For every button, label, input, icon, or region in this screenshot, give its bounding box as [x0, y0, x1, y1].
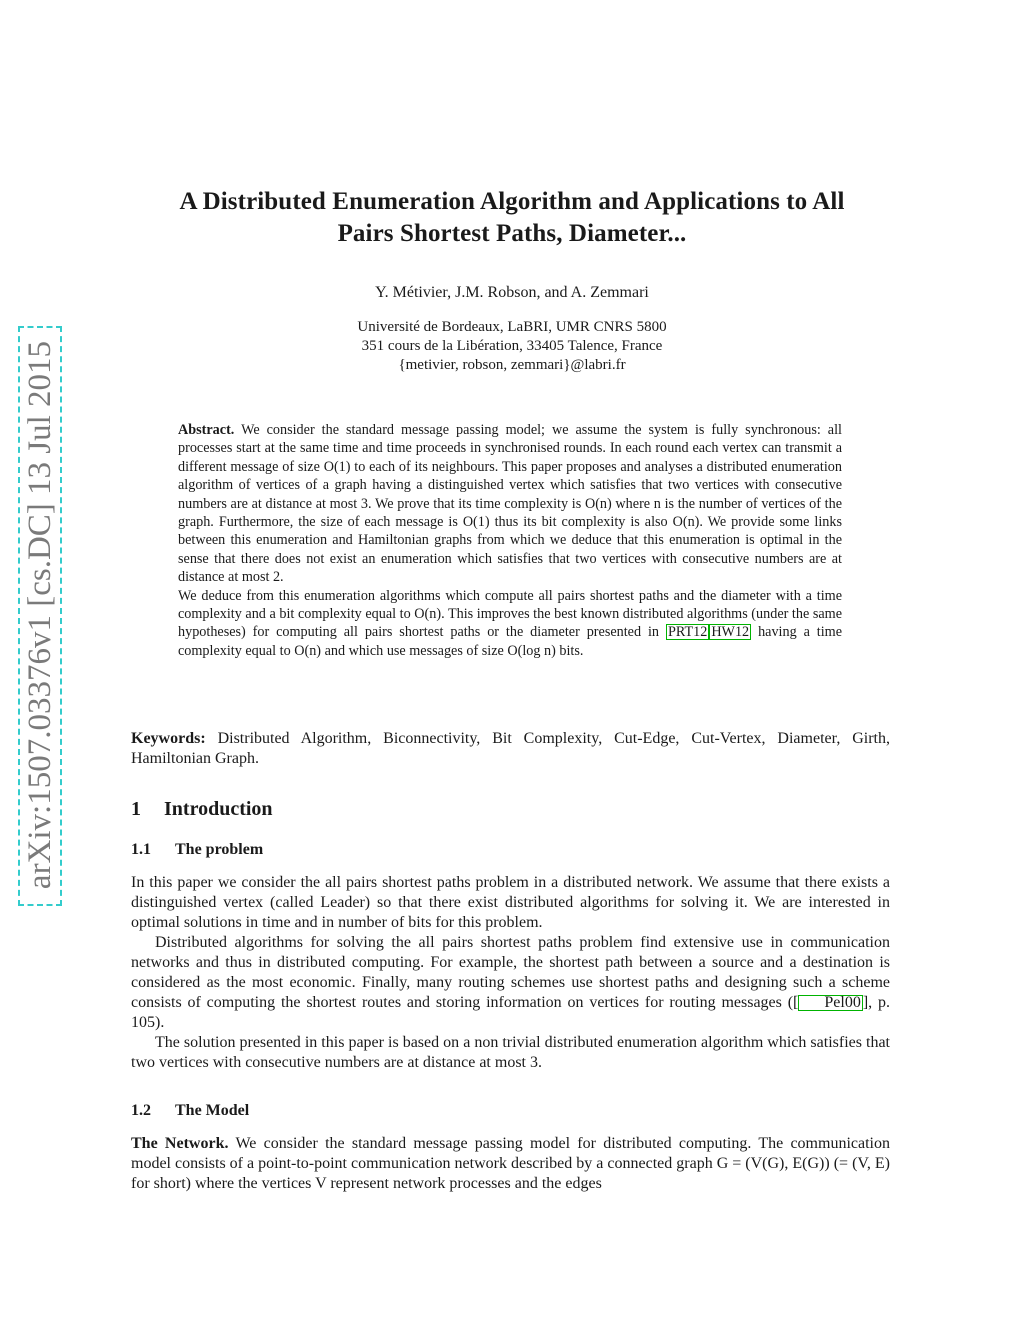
- intro-paragraph-3: The solution presented in this paper is based on a non trivial distributed enumeration algorithm which satisfies that two vertices with consecutive numbers are at distance at most 3.: [131, 1034, 890, 1071]
- paper-title: [0, 186, 1024, 250]
- subsection-title: The problem: [175, 841, 264, 858]
- authors: Y. Métivier, J.M. Robson, and A. Zemmari: [375, 284, 649, 301]
- title-line-2: Pairs Shortest Paths, Diameter...: [337, 220, 687, 247]
- affiliation-line-1: Université de Bordeaux, LaBRI, UMR CNRS 5800: [357, 319, 667, 335]
- abstract-label: Abstract.: [178, 422, 235, 438]
- section-title: Introduction: [164, 798, 273, 820]
- model-body: [131, 1134, 890, 1194]
- subsection-heading-problem: [131, 841, 263, 859]
- affiliation-email: {metivier, robson, zemmari}@labri.fr: [398, 357, 626, 373]
- abstract-paragraph-2: [178, 587, 842, 661]
- abstract-paragraph-1: [178, 421, 842, 587]
- arxiv-identifier[interactable]: arXiv:1507.03376v1 [cs.DC] 13 Jul 2015: [22, 340, 58, 890]
- keywords-text: Distributed Algorithm, Biconnectivity, Bit Complexity, Cut-Edge, Cut-Vertex, Diameter, Girth, Hamiltonian Graph.: [131, 730, 890, 767]
- citation-link-hw12[interactable]: HW12: [711, 624, 750, 641]
- network-label: The Network.: [131, 1135, 229, 1152]
- section-number: 1: [131, 798, 141, 820]
- abstract-text-2a: We deduce from this enumeration algorithms which compute all pairs shortest paths and the diameter with a time complexity and a bit complexity equal to O(n). This improves the best known distributed algorithms (under the same hypotheses) for computing all pairs shortest paths or the diameter presented in: [178, 587, 842, 641]
- keywords: [131, 729, 890, 769]
- keywords-label: Keywords:: [131, 730, 206, 747]
- citation-link-prt12[interactable]: PRT12: [667, 624, 708, 641]
- abstract: [178, 421, 842, 660]
- introduction-body: [131, 873, 890, 1073]
- subsection-title: The Model: [175, 1102, 250, 1119]
- intro-paragraph-2: [131, 933, 890, 1033]
- intro-text-2a: Distributed algorithms for solving the all pairs shortest paths problem find extensive use in communication networks and thus in distributed computing. For example, the shortest path between a source and a destination is considered as the most economic. Finally, many routing schemes use shortest paths and designing such a scheme consists of computing the shortest routes and storing information on vertices for routing messages ([: [131, 934, 890, 1011]
- subsection-heading-model: [131, 1102, 249, 1120]
- citation-link-pel00[interactable]: Pel00: [798, 995, 862, 1011]
- abstract-text-1: We consider the standard message passing model; we assume the system is fully synchronous: all processes start at the same time and time proceeds in synchronised rounds. In each round each vertex can transmit a different message of size O(1) to each of its neighbours. This paper proposes and analyses a distributed enumeration algorithm of vertices of a graph having a distinguished vertex which satisfies that two vertices with consecutive numbers are at distance at most 3. We prove that its time complexity is O(n) where n is the number of vertices of the graph. Furthermore, the size of each message is O(1) thus its bit complexity is also O(n). We provide some links between this enumeration and Hamiltonian graphs from which we deduce that this enumeration is optimal in the sense that there does not exist an enumeration which satisfies that two vertices with consecutive numbers are at distance at most 2.: [178, 422, 842, 586]
- network-text: We consider the standard message passing model for distributed computing. The communication model consists of a point-to-point communication network described by a connected graph G = (V(G), E(G)) (= (V, E) for short) where the vertices V represent network processes and the edges: [131, 1135, 890, 1192]
- abstract-text-2b: having a time complexity equal to O(n) and which use messages of size O(log n) bits.: [178, 624, 843, 659]
- affiliation-line-2: 351 cours de la Libération, 33405 Talence, France: [361, 338, 663, 354]
- title-line-1: A Distributed Enumeration Algorithm and Applications to All: [179, 188, 845, 215]
- subsection-number: 1.1: [131, 841, 151, 858]
- intro-paragraph-1: In this paper we consider the all pairs shortest paths problem in a distributed network. We assume that there exists a distinguished vertex (called Leader) so that there exist distributed algorithms for solving it. We are interested in optimal solutions in time and in number of bits for this problem.: [131, 874, 890, 931]
- subsection-number: 1.2: [131, 1102, 151, 1119]
- intro-text-2b: ], p. 105).: [131, 994, 891, 1031]
- affiliation: [0, 318, 1024, 375]
- section-heading-introduction: [131, 798, 273, 821]
